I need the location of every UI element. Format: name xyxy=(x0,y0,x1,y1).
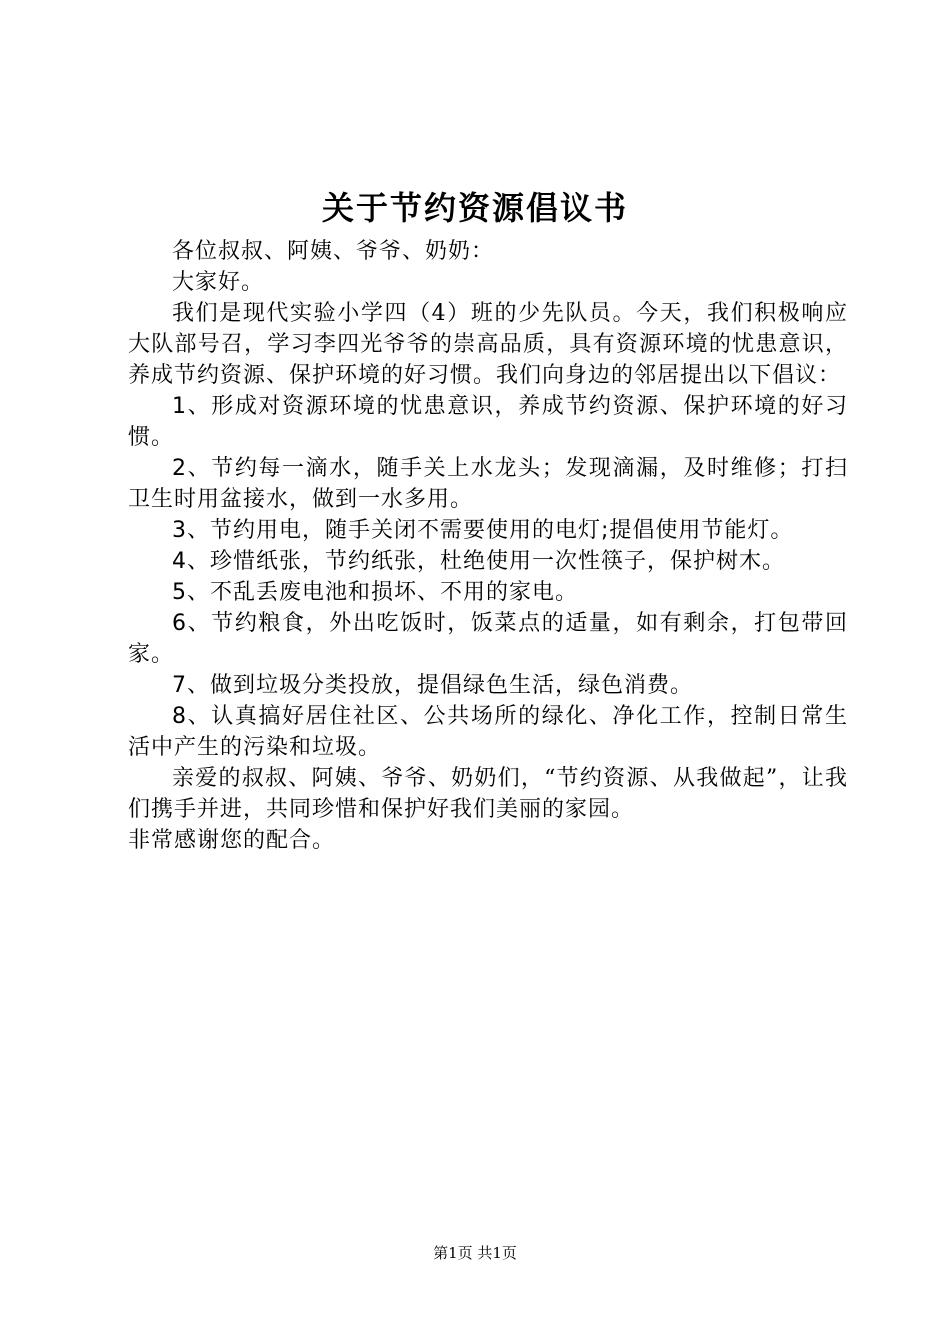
greeting-line: 各位叔叔、阿姨、爷爷、奶奶： xyxy=(172,239,495,264)
proposal-item-7: 7、做到垃圾分类投放，提倡绿色生活，绿色消费。 xyxy=(172,673,693,698)
proposal-item-3: 3、节约用电，随手关闭不需要使用的电灯;提倡使用节能灯。 xyxy=(172,518,794,543)
proposal-item-1: 1、形成对资源环境的忧患意识，养成节约资源、保护环境的好习惯。 xyxy=(128,394,848,450)
proposal-item-8: 8、认真搞好居住社区、公共场所的绿化、净化工作，控制日常生活中产生的污染和垃圾。 xyxy=(128,704,848,760)
proposal-item-4: 4、珍惜纸张，节约纸张，杜绝使用一次性筷子，保护树木。 xyxy=(172,549,785,574)
intro-paragraph: 我们是现代实验小学四（4）班的少先队员。今天，我们积极响应大队部号召，学习李四光爷爷的崇高品质，具有资源环境的忧患意识，养成节约资源、保护环境的好习惯。我们向身边的邻居提出以下倡议： xyxy=(128,301,848,388)
document-body xyxy=(128,236,848,856)
salutation-line: 大家好。 xyxy=(172,270,265,295)
proposal-item-5: 5、不乱丢废电池和损坏、不用的家电。 xyxy=(172,580,578,605)
document-title: 关于节约资源倡议书 xyxy=(321,189,628,227)
proposal-item-6: 6、节约粮食，外出吃饭时，饭菜点的适量，如有剩余，打包带回家。 xyxy=(128,611,848,667)
thanks-line: 非常感谢您的配合。 xyxy=(128,828,336,853)
closing-paragraph: 亲爱的叔叔、阿姨、爷爷、奶奶们，“节约资源、从我做起”，让我们携手并进，共同珍惜和保护好我们美丽的家园。 xyxy=(128,766,848,822)
proposal-item-2: 2、节约每一滴水，随手关上水龙头；发现滴漏，及时维修；打扫卫生时用盆接水，做到一水多用。 xyxy=(128,456,848,512)
page-footer: 第1页 共1页 xyxy=(433,1244,517,1262)
